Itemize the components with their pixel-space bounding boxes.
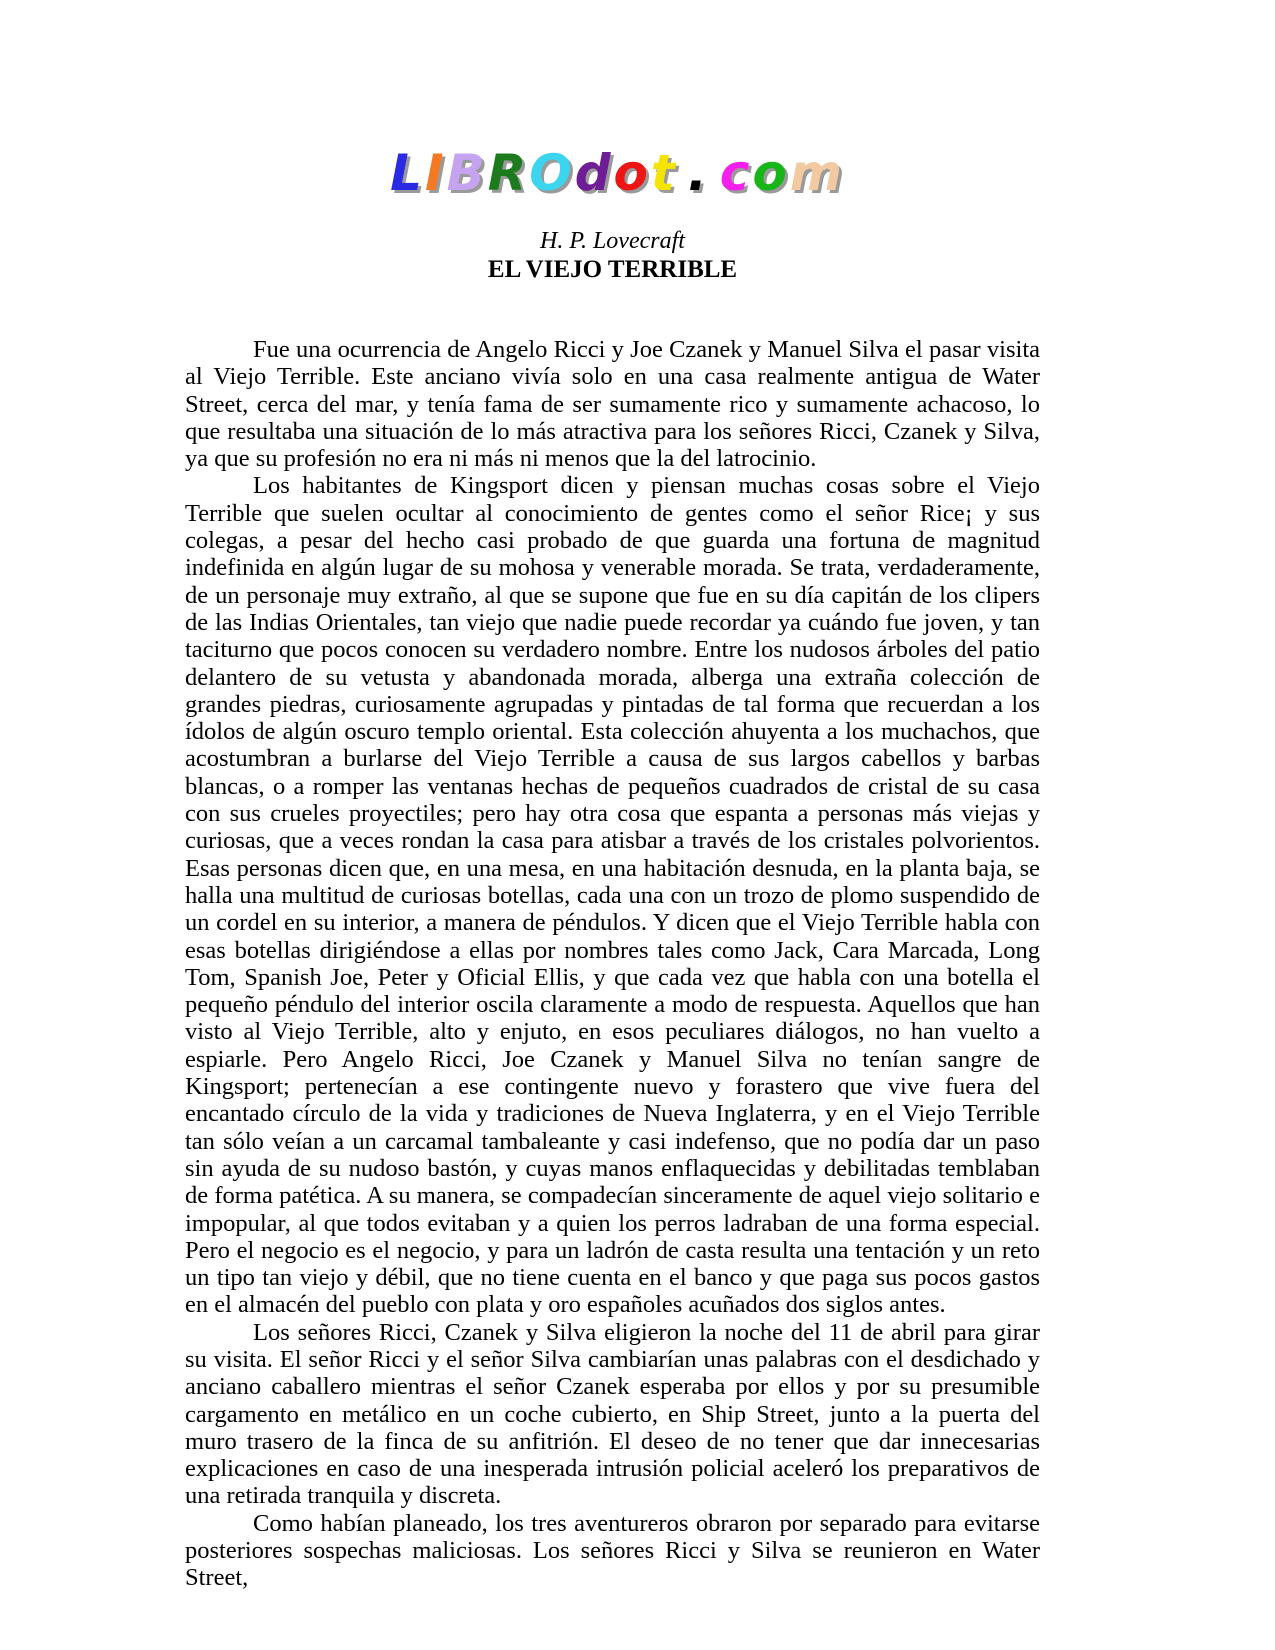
story-paragraph: Los habitantes de Kingsport dicen y piensan muchas cosas sobre el Viejo Terrible que suelen ocultar al conocimiento de gentes como el señor Rice¡ y sus colegas, a pesar del hecho casi probado de que guarda una fortuna de magnitud indefinida en algún lugar de su mohosa y venerable morada. Se trata, verdaderamente, de un personaje muy extraño, al que se supone que fue en su día capitán de los clipers de las Indias Orientales, tan viejo que nadie puede recordar ya cuándo fue joven, y tan taciturno que pocos conocen su verdadero nombre. Entre los nudosos árboles del patio delantero de su vetusta y abandonada morada, alberga una extraña colección de grandes piedras, curiosamente agrupadas y pintadas de tal forma que recuerdan a los ídolos de algún oscuro templo oriental. Esta colección ahuyenta a los muchachos, que acostumbran a burlarse del Viejo Terrible a causa de sus largos cabellos y barbas blancas, o a romper las ventanas hechas de pequeños cuadrados de cristal de su casa con sus crueles proyectiles; pero hay otra cosa que espanta a personas más viejas y curiosas, que a veces rondan la casa para atisbar a través de los cristales polvorientos. Esas personas dicen que, en una mesa, en una habitación desnuda, en la planta baja, se halla una multitud de curiosas botellas, cada una con un trozo de plomo suspendido de un cordel en su interior, a manera de péndulos. Y dicen que el Viejo Terrible habla con esas botellas dirigiéndose a ellas por nombres tales como Jack, Cara Marcada, Long Tom, Spanish Joe, Peter y Oficial Ellis, y que cada vez que habla con una botella el pequeño péndulo del interior oscila claramente a modo de respuesta. Aquellos que han visto al Viejo Terrible, alto y enjuto, en esos peculiares diálogos, no han vuelto a espiarle. Pero Angelo Ricci, Joe Czanek y Manuel Silva no tenían sangre de Kingsport; pertenecían a ese contingente nuevo y forastero que vive fuera del encantado círculo de la vida y tradiciones de Nueva Inglaterra, y en el Viejo Terrible tan sólo veían a un carcamal tambaleante y casi indefenso, que no podía dar un paso sin ayuda de su nudoso bastón, y cuyas manos enflaquecidas y debilitadas temblaban de forma patética. A su manera, se compadecían sinceramente de aquel viejo solitario e impopular, al que todos evitaban y a quien los perros ladraban de una forma especial. Pero el negocio es el negocio, y para un ladrón de casta resulta una tentación y un reto un tipo tan viejo y débil, que no tiene cuenta en el banco y que paga sus pocos gastos en el almacén del pueblo con plata y oro españoles acuñados dos siglos antes.	[185, 472, 1040, 1319]
logo-letter: d	[574, 144, 614, 202]
story-paragraph: Fue una ocurrencia de Angelo Ricci y Joe Czanek y Manuel Silva el pasar visita al Viejo Terrible. Este anciano vivía solo en una casa realmente antigua de Water Street, cerca del mar, y tenía fama de ser sumamente rico y sumamente achacoso, lo que resultaba una situación de lo más atractiva para los señores Ricci, Czanek y Silva, ya que su profesión no era ni más ni menos que la del latrocinio.	[185, 336, 1040, 473]
librodot-logo	[0, 144, 1235, 202]
logo-letter: B	[446, 144, 488, 202]
logo-letter: R	[487, 144, 530, 202]
logo-letter: o	[613, 144, 651, 202]
story-paragraph: Los señores Ricci, Czanek y Silva eligieron la noche del 11 de abril para girar su visita. El señor Ricci y el señor Silva cambiarían unas palabras con el desdichado y anciano caballero mientras el señor Czanek esperaba por ellos y por su presumible cargamento en metálico en un coche cubierto, en Ship Street, junto a la puerta del muro trasero de la finca de su anfitrión. El deseo de no tener que dar innecesarias explicaciones en caso de una inesperada intrusión policial aceleró los preparativos de una retirada tranquila y discreta.	[185, 1318, 1040, 1510]
logo-letter: m	[789, 144, 845, 202]
logo-letter: .	[687, 144, 710, 202]
logo-letter: I	[424, 144, 447, 202]
logo-letter: c	[719, 144, 753, 202]
logo-letter: o	[752, 144, 790, 202]
logo-letter: t	[650, 144, 678, 202]
story-paragraph: Como habían planeado, los tres aventureros obraron por separado para evitarse posteriores sospechas maliciosas. Los señores Ricci y Silva se reunieron en Water Street,	[185, 1509, 1040, 1592]
logo-letter: L	[390, 144, 425, 202]
logo-letter: O	[529, 144, 575, 202]
story-title: EL VIEJO TERRIBLE	[487, 256, 738, 283]
story-body	[185, 336, 1040, 1592]
author-line: H. P. Lovecraft	[540, 228, 685, 254]
